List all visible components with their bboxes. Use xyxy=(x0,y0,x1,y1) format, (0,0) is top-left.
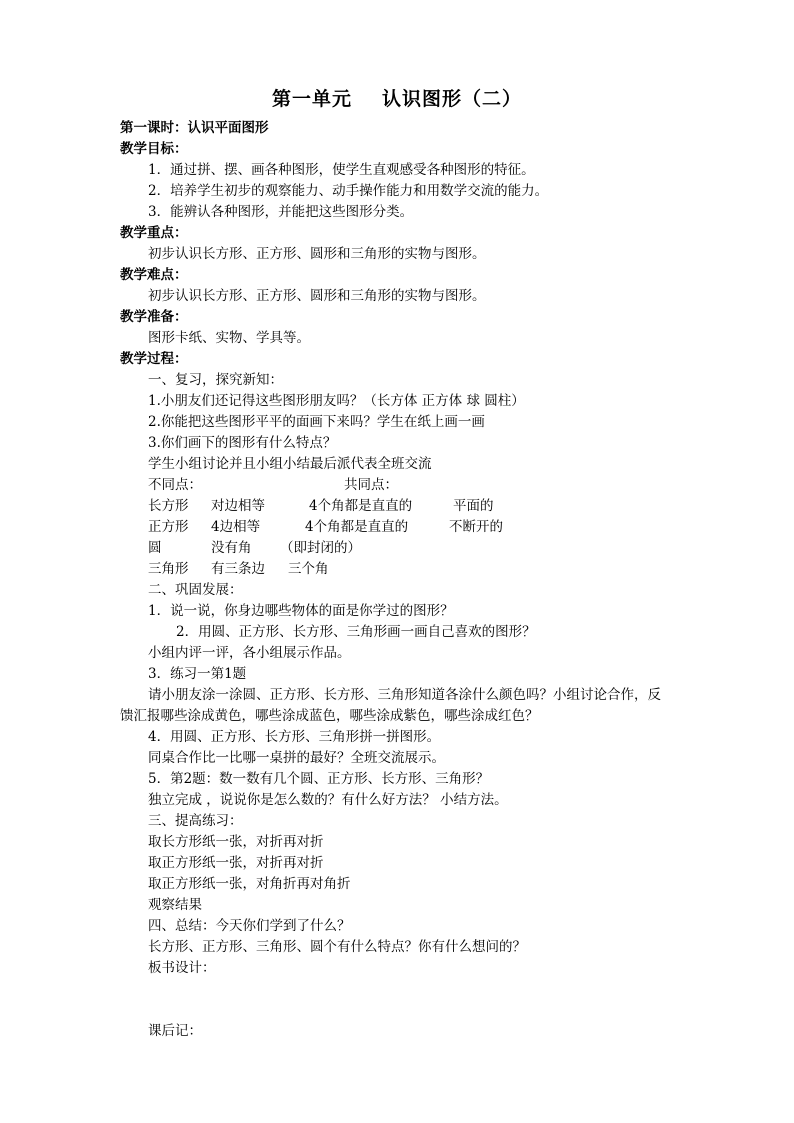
goal-item-3: 3．能辨认各种图形，并能把这些图形分类。 xyxy=(148,204,414,220)
differences-header: 不同点： xyxy=(148,477,202,493)
goals-heading: 教学目标： xyxy=(120,141,188,157)
board-design-label: 板书设计： xyxy=(148,960,216,976)
table-cell-shape: 长方形 xyxy=(148,498,189,514)
process-line: 同桌合作比一比哪一桌拼的最好？全班交流展示。 xyxy=(148,750,445,766)
prep-text: 图形卡纸、实物、学具等。 xyxy=(148,330,310,346)
process-line: 小组内评一评，各小组展示作品。 xyxy=(148,645,351,661)
process-line: 5．第2题：数一数有几个圆、正方形、长方形、三角形？ xyxy=(148,771,490,787)
process-line: 请小朋友涂一涂圆、正方形、长方形、三角形知道各涂什么颜色吗？小组讨论合作，反 xyxy=(148,687,661,703)
commonalities-header: 共同点： xyxy=(344,477,398,493)
unit-title: 第一单元 xyxy=(271,88,352,110)
difficulty-text: 初步认识长方形、正方形、圆形和三角形的实物与图形。 xyxy=(148,288,486,304)
process-line: 四、总结：今天你们学到了什么？ xyxy=(148,918,351,934)
process-line: 三、提高练习： xyxy=(148,813,243,829)
prep-heading: 教学准备： xyxy=(120,309,188,325)
process-line: 2.你能把这些图形平平的面画下来吗？学生在纸上画一画 xyxy=(148,414,485,430)
process-line: 3．练习一第1题 xyxy=(148,666,247,682)
process-line: 观察结果 xyxy=(148,897,202,913)
table-cell-shape: 正方形 xyxy=(148,519,189,535)
process-line: 二、巩固发展： xyxy=(148,582,243,598)
goal-item-1: 1．通过拼、摆、画各种图形，使学生直观感受各种图形的特征。 xyxy=(148,162,535,178)
unit-subtitle: 认识图形（二） xyxy=(382,88,523,110)
goal-item-2: 2．培养学生初步的观察能力、动手操作能力和用数学交流的能力。 xyxy=(148,183,549,199)
document-title xyxy=(0,84,794,111)
process-line: 1．说一说，你身边哪些物体的面是你学过的图形？ xyxy=(148,603,454,619)
process-line: 学生小组讨论并且小组小结最后派代表全班交流 xyxy=(148,456,432,472)
table-cell-shape: 三角形 xyxy=(148,561,189,577)
table-cell-angle: 4个角都是直直的 xyxy=(309,498,413,514)
lesson-heading: 第一课时：认识平面图形 xyxy=(120,120,269,136)
difficulty-heading: 教学难点： xyxy=(120,267,188,283)
process-line: 取长方形纸一张，对折再对折 xyxy=(148,834,324,850)
process-line: 取正方形纸一张，对角折再对角折 xyxy=(148,876,351,892)
process-line: 1.小朋友们还记得这些图形朋友吗？（长方体 正方体 球 圆柱） xyxy=(148,393,525,409)
process-line: 2．用圆、正方形、长方形、三角形画一画自己喜欢的图形？ xyxy=(176,624,536,640)
process-line: 馈汇报哪些涂成黄色，哪些涂成蓝色，哪些涂成紫色，哪些涂成红色？ xyxy=(120,708,539,724)
table-cell-angle: （即封闭的） xyxy=(280,540,361,556)
afterword-label: 课后记： xyxy=(148,1023,202,1039)
process-line: 取正方形纸一张，对折再对折 xyxy=(148,855,324,871)
table-cell-common: 平面的 xyxy=(453,498,494,514)
table-cell-edge: 对边相等 xyxy=(211,498,265,514)
process-heading: 教学过程： xyxy=(120,351,188,367)
table-cell-angle: 4个角都是直直的 xyxy=(305,519,409,535)
process-line: 一、复习，探究新知： xyxy=(148,372,283,388)
process-line: 4．用圆、正方形、长方形、三角形拼一拼图形。 xyxy=(148,729,441,745)
table-cell-edge: 有三条边 xyxy=(211,561,265,577)
table-cell-common: 不断开的 xyxy=(449,519,503,535)
table-cell-edge: 没有角 xyxy=(211,540,252,556)
table-cell-shape: 圆 xyxy=(148,540,162,556)
process-line: 长方形、正方形、三角形、圆个有什么特点？你有什么想问的？ xyxy=(148,939,526,955)
process-line: 3.你们画下的图形有什么特点？ xyxy=(148,435,337,451)
process-line: 独立完成 ，说说你是怎么数的？有什么好方法？ 小结方法。 xyxy=(148,792,508,808)
table-cell-edge: 4边相等 xyxy=(211,519,261,535)
focus-text: 初步认识长方形、正方形、圆形和三角形的实物与图形。 xyxy=(148,246,486,262)
focus-heading: 教学重点： xyxy=(120,225,188,241)
table-cell-angle: 三个角 xyxy=(288,561,329,577)
